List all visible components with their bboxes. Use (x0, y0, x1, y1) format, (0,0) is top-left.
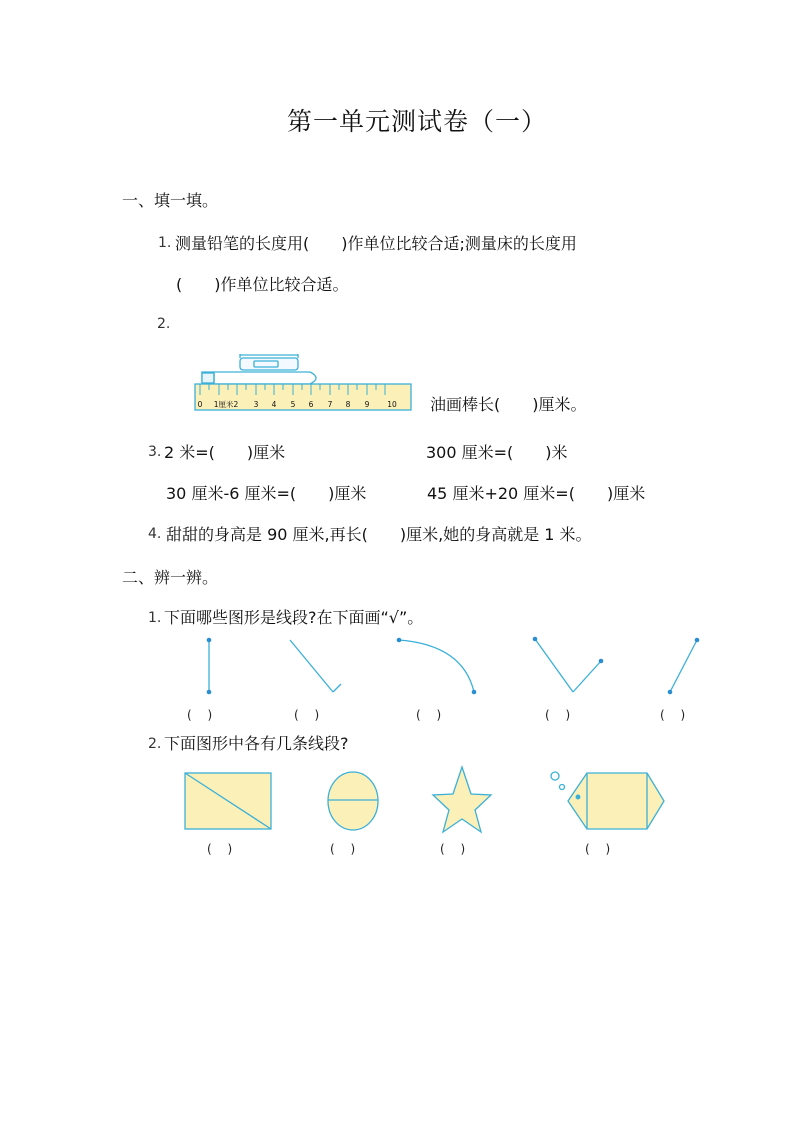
q2-number: 2. (157, 316, 171, 332)
answer-blank[interactable]: ( ) (585, 842, 611, 856)
s2-q1-text: 下面哪些图形是线段?在下面画“√”。 (164, 608, 424, 627)
s2-q2-number: 2. (148, 736, 162, 752)
answer-blank[interactable]: ( ) (294, 708, 320, 722)
q3-b: 300 厘米=( )米 (426, 443, 568, 462)
ruler-tick-0: 0 (197, 400, 203, 409)
ruler-tick-8: 8 (345, 400, 351, 409)
ruler-tick-1: 1厘米2 (213, 400, 239, 409)
q3-c: 30 厘米-6 厘米=( )厘米 (166, 484, 367, 503)
answer-blank[interactable]: ( ) (207, 842, 233, 856)
answer-blank[interactable]: ( ) (545, 708, 571, 722)
q4-text: 甜甜的身高是 90 厘米,再长( )厘米,她的身高就是 1 米。 (166, 525, 592, 544)
answer-blank[interactable]: ( ) (187, 708, 213, 722)
ruler-tick-9: 9 (364, 400, 370, 409)
s2-q2-text: 下面图形中各有几条线段? (164, 734, 349, 753)
q1-number: 1. (158, 235, 172, 251)
answer-blank[interactable]: ( ) (440, 842, 466, 856)
q2-text: 油画棒长( )厘米。 (430, 395, 587, 414)
page-title: 第一单元测试卷（一） (287, 107, 548, 136)
section-1-heading: 一、填一填。 (122, 191, 219, 210)
q1-line2: ( )作单位比较合适。 (176, 275, 349, 294)
s2-q1-number: 1. (148, 610, 162, 626)
answer-blank[interactable]: ( ) (330, 842, 356, 856)
q1-line1: 测量铅笔的长度用( )作单位比较合适;测量床的长度用 (175, 234, 577, 253)
ruler-tick-10: 10 (387, 400, 397, 409)
ruler-tick-7: 7 (327, 400, 333, 409)
q3-number: 3. (148, 444, 162, 460)
ruler-tick-6: 6 (308, 400, 314, 409)
ruler-tick-4: 4 (271, 400, 277, 409)
q3-d: 45 厘米+20 厘米=( )厘米 (427, 484, 646, 503)
section-2-heading: 二、辨一辨。 (122, 568, 219, 587)
ruler-tick-3: 3 (253, 400, 259, 409)
answer-blank[interactable]: ( ) (416, 708, 442, 722)
ruler-tick-5: 5 (290, 400, 296, 409)
q3-a: 2 米=( )厘米 (164, 443, 286, 462)
answer-blank[interactable]: ( ) (660, 708, 686, 722)
q4-number: 4. (148, 526, 162, 542)
